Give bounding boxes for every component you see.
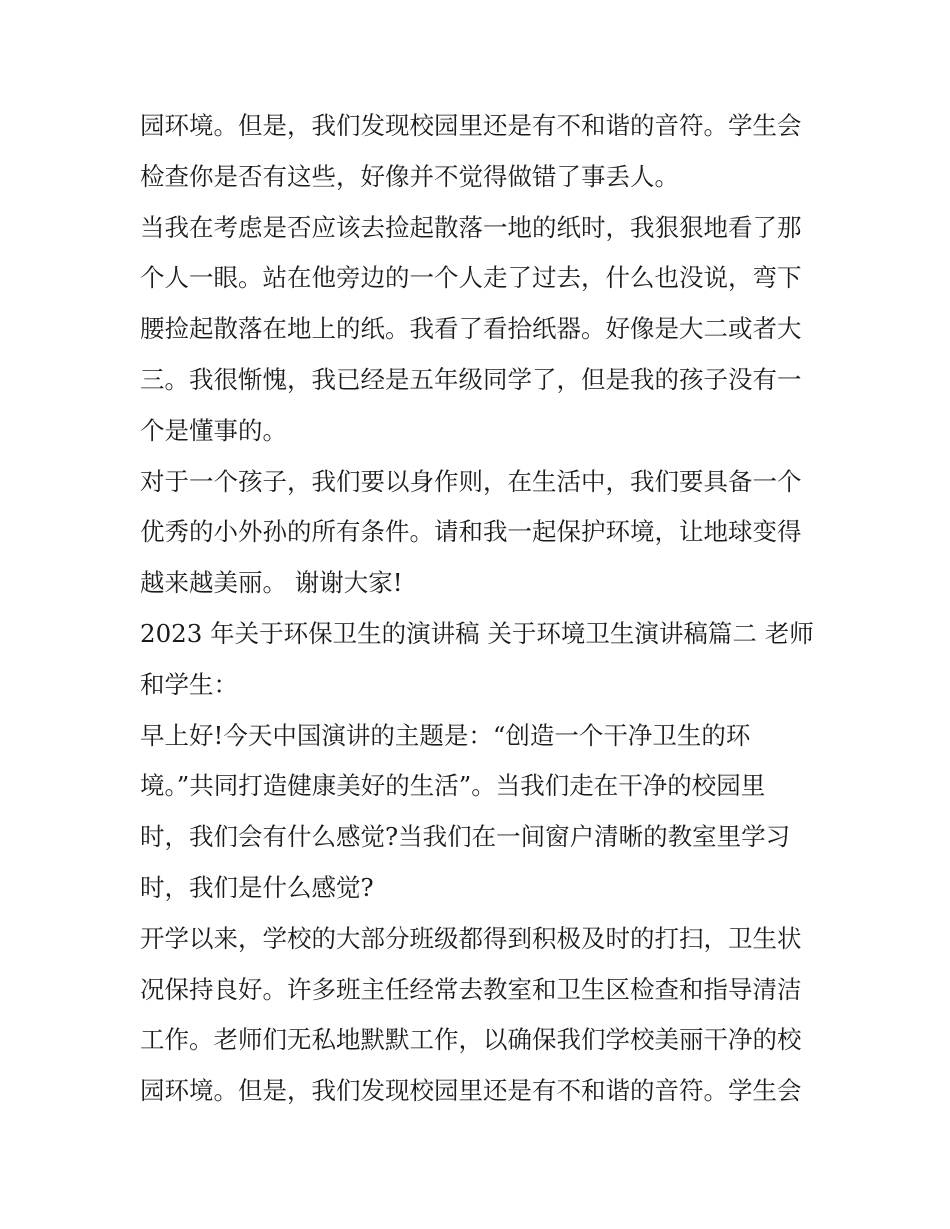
text-line: 早上好!今天中国演讲的主题是：“创造一个干净卫生的环 [140,720,751,750]
text-line: 境。”共同打造健康美好的生活”。当我们走在干净的校园里 [140,771,766,801]
body-text [140,101,830,1117]
text-line: 个是懂事的。 [140,415,287,445]
text-line: 越来越美丽。 谢谢大家! [140,568,403,598]
text-line: 当我在考虑是否应该去捡起散落一地的纸时，我狠狠地看了那 [140,212,802,242]
section-heading-line: 2023 年关于环保卫生的演讲稿 关于环境卫生演讲稿篇二 老师 [140,618,814,648]
text-line: 园环境。但是，我们发现校园里还是有不和谐的音符。学生会 [140,1076,802,1106]
text-line: 个人一眼。站在他旁边的一个人走了过去，什么也没说，弯下 [140,263,802,293]
text-line: 三。我很惭愧，我已经是五年级同学了，但是我的孩子没有一 [140,364,802,394]
text-line: 对于一个孩子，我们要以身作则，在生活中，我们要具备一个 [140,466,802,496]
text-line: 工作。老师们无私地默默工作，以确保我们学校美丽干净的校 [140,1025,802,1055]
text-line: 开学以来，学校的大部分班级都得到积极及时的打扫，卫生状 [140,923,802,953]
text-line: 和学生： [140,669,238,699]
text-line: 时，我们会有什么感觉?当我们在一间窗户清晰的教室里学习 [140,822,791,852]
text-line: 况保持良好。许多班主任经常去教室和卫生区检查和指导清洁 [140,974,802,1004]
text-line: 时，我们是什么感觉? [140,872,374,902]
text-line: 腰捡起散落在地上的纸。我看了看拾纸器。好像是大二或者大 [140,314,802,344]
text-line: 园环境。但是，我们发现校园里还是有不和谐的音符。学生会 [140,111,802,140]
text-line: 检查你是否有这些，好像并不觉得做错了事丢人。 [140,161,679,191]
text-line: 优秀的小外孙的所有条件。请和我一起保护环境，让地球变得 [140,517,802,547]
